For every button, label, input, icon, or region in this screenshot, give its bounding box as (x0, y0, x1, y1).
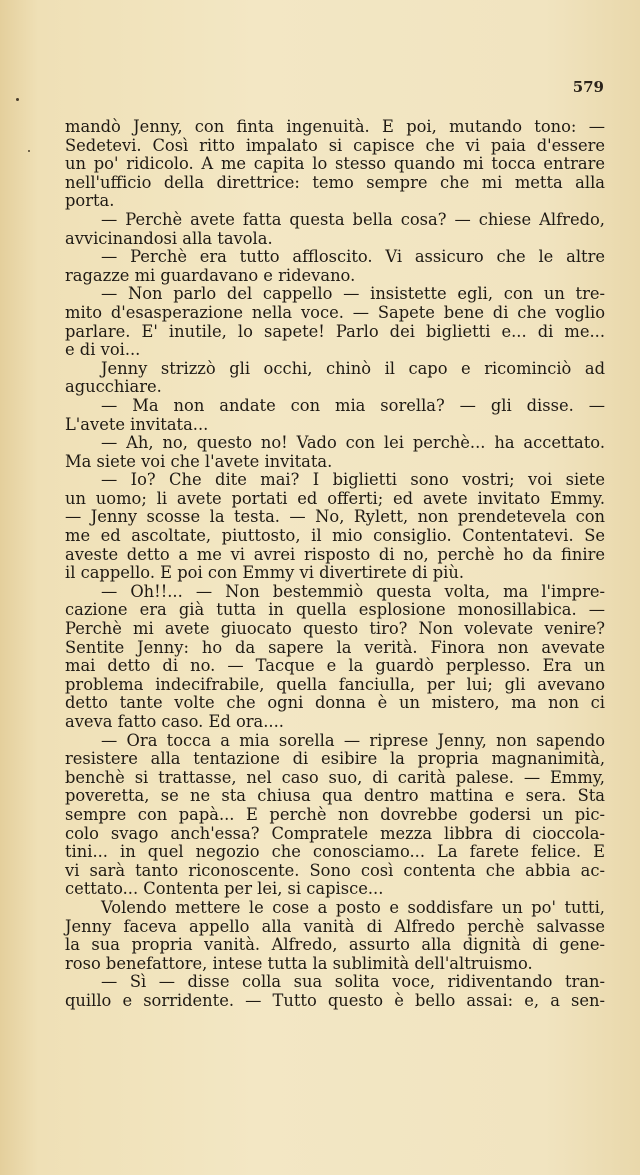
text-line: — Ma non andate con mia sorella? — gli disse. — (101, 395, 605, 415)
text-line: mito d'esasperazione nella voce. — Sapete bene di che voglio (65, 302, 605, 322)
text-line: — Non parlo del cappello — insistette egli, con un tre- (101, 284, 605, 304)
paper-speck (28, 150, 30, 152)
text-line: mandò Jenny, con finta ingenuità. E poi, mutando tono: — (65, 117, 605, 136)
text-line: mai detto di no. — Tacque e la guardò perplesso. Era un (65, 656, 605, 676)
text-line: porta. (65, 191, 115, 211)
text-line: Perchè mi avete giuocato questo tiro? Non volevate venire? (65, 619, 605, 639)
text-line: Sedetevi. Così ritto impalato si capisce che vi paia d'essere (65, 135, 605, 155)
text-line: il cappello. E poi con Emmy vi divertirete di più. (65, 563, 465, 583)
text-line: — Ora tocca a mia sorella — riprese Jenny, non sapendo (101, 730, 605, 750)
text-line: detto tante volte che ogni donna è un mistero, ma non ci (65, 693, 605, 713)
text-line: — Perchè era tutto affloscito. Vi assicuro che le altre (101, 247, 605, 267)
text-line: un po' ridicolo. A me capita lo stesso quando mi tocca entrare (65, 154, 605, 174)
text-line: Sentite Jenny: ho da sapere la verità. Finora non avevate (65, 637, 605, 657)
text-line: benchè si trattasse, nel caso suo, di carità palese. — Emmy, (65, 767, 605, 787)
text-line: poveretta, se ne sta chiusa qua dentro mattina e sera. Sta (65, 786, 605, 806)
text-line: L'avete invitata... (65, 414, 209, 434)
text-line: cettato... Contenta per lei, si capisce... (65, 879, 384, 899)
body-text (65, 118, 605, 1011)
paper-speck (16, 98, 19, 101)
text-line: avvicinandosi alla tavola. (65, 228, 273, 248)
text-line: me ed ascoltate, piuttosto, il mio consiglio. Contentatevi. Se (65, 526, 605, 546)
text-line: quillo e sorridente. — Tutto questo è bello assai: e, a sen- (65, 990, 605, 1010)
text-line: Jenny strizzò gli occhi, chinò il capo e ricominciò ad (101, 358, 605, 378)
text-line: Jenny faceva appello alla vanità di Alfredo perchè salvasse (65, 916, 605, 936)
page-number: 579 (572, 78, 604, 96)
text-line: sempre con papà... E perchè non dovrebbe godersi un pic- (65, 804, 605, 824)
text-line: resistere alla tentazione di esibire la propria magnanimità, (65, 749, 605, 769)
text-line: Ma siete voi che l'avete invitata. (65, 451, 333, 471)
text-line: — Sì — disse colla sua solita voce, ridiventando tran- (101, 972, 605, 992)
text-line: la sua propria vanità. Alfredo, assurto alla dignità di gene- (65, 935, 605, 955)
text-line: e di voi... (65, 340, 141, 360)
text-line: aveste detto a me vi avrei risposto di no, perchè ho da finire (65, 544, 605, 564)
text-line: agucchiare. (65, 377, 162, 397)
text-line: — Io? Che dite mai? I biglietti sono vostri; voi siete (101, 470, 605, 490)
text-line: roso benefattore, intese tutta la sublimità dell'altruismo. (65, 953, 533, 973)
text-line: nell'ufficio della direttrice: temo sempre che mi metta alla (65, 172, 605, 192)
text-line: — Perchè avete fatta questa bella cosa? — chiese Alfredo, (101, 209, 605, 229)
text-line: colo svago anch'essa? Compratele mezza libbra di cioccola- (65, 823, 605, 843)
text-line: — Oh!!... — Non bestemmiò questa volta, ma l'impre- (101, 581, 605, 601)
text-line: un uomo; li avete portati ed offerti; ed avete invitato Emmy. (65, 488, 605, 508)
text-line: problema indecifrabile, quella fanciulla, per lui; gli avevano (65, 674, 605, 694)
text-line: cazione era già tutta in quella esplosione monosillabica. — (65, 600, 605, 620)
text-line: Volendo mettere le cose a posto e soddisfare un po' tutti, (101, 897, 605, 917)
text-line: tini... in quel negozio che conosciamo... La farete felice. E (65, 842, 605, 862)
text-line: — Jenny scosse la testa. — No, Rylett, non prendetevela con (65, 507, 605, 527)
text-line: parlare. E' inutile, lo sapete! Parlo dei biglietti e... di me... (65, 321, 605, 341)
text-line: ragazze mi guardavano e ridevano. (65, 265, 356, 285)
text-line: vi sarà tanto riconoscente. Sono così contenta che abbia ac- (65, 860, 605, 880)
text-line: — Ah, no, questo no! Vado con lei perchè... ha accettato. (101, 433, 605, 453)
text-line: aveva fatto caso. Ed ora.... (65, 712, 284, 731)
